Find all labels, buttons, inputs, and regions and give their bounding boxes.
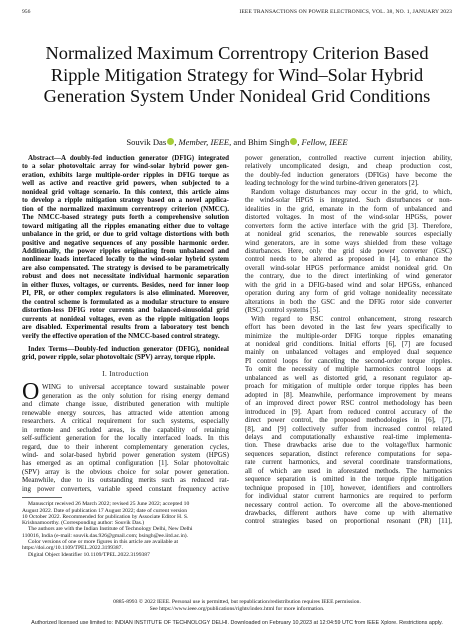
abstract-line: nonlinear loads interfaced locally to the wind-solar hybrid system: [22, 255, 229, 264]
right-column: [245, 154, 452, 526]
body-line: rate current harmonics, and several coordinate transformations,: [245, 458, 452, 467]
index-terms-line: Index Terms—Doubly-fed induction generator (DFIG), nonideal: [28, 344, 229, 353]
body-line: operation during any form of grid voltage nonideality necessitate: [245, 289, 452, 298]
body-line: To omit the necessity of multiple harmonics control loops at: [245, 365, 452, 374]
abstract-line: eration, exhibits large multiple-order ripples in DFIG torque as: [22, 170, 229, 179]
body-line: delays and computationally exhaustive real-time implementa-: [245, 432, 452, 441]
footnote-divider: [22, 497, 62, 498]
index-terms-line: grid, power ripple, solar photovoltaic (SPV) array, torque ripple.: [22, 353, 216, 362]
body-line: idealities in the grid, emanate in the form of unbalanced and: [245, 204, 452, 213]
abstract-line: unbalance in the grid, or due to grid voltage distortions with both: [22, 230, 229, 239]
abstract-line: the control scheme is formulated as a modular structure to ensure: [22, 297, 229, 306]
footnote-line: 10 October 2022. Recommended for publication by Associate Editor H. S.: [22, 513, 189, 520]
body-line: proach for mitigation of multiple order torque ripples has been: [245, 382, 452, 391]
body-line: disturbances. Here, only the grid side power converter (GSC): [245, 246, 452, 255]
footnote-line: Color versions of one or more figures in this article are available at: [28, 539, 179, 545]
body-line: wind generators, are in some ways shielded from these voltage: [245, 238, 452, 247]
intro-line: and climate change issue, distributed generation with multiple: [22, 400, 229, 409]
body-line: Random voltage disturbances may occur in the grid, to which,: [251, 187, 452, 196]
abstract-line: tion of the normalized maximum correntropy criterion (NMCC).: [22, 204, 229, 213]
copyright-notice: 0885-8993 © 2022 IEEE. Personal use is permitted, but republication/redistribution requires IEEE permission.: [113, 599, 361, 605]
abstract-line: robust and does not necessitate individual harmonic separation: [22, 272, 229, 281]
abstract-line: currents at nonideal voltages, even as the ripple mitigation loops: [22, 314, 229, 323]
body-line: (RSC) control systems [5].: [245, 306, 321, 315]
left-column: [22, 154, 229, 558]
abstract-line: distortion-less DFIG rotor currents and balanced-sinusoidal grid: [22, 306, 229, 315]
license-notice: Authorized licensed use limited to: INDIAN INSTITUTE OF TECHNOLOGY DELHI. Downloaded on February 10,2023 at 12:04:59 UTC from IEEE Xplore. Restrictions apply.: [31, 620, 443, 626]
body-line: the contrary, due to the direct interlinking of wind generator: [245, 272, 452, 281]
body-line: tion. These drawbacks arise due to the voltage/flux harmonic: [245, 441, 452, 450]
body-line: control strategies based on proportional resonant (PR) [11],: [245, 517, 452, 526]
intro-line: Meanwhile, due to its outstanding merits such as reduced rat-: [22, 476, 229, 485]
body-line: of an improved direct power RSC control methodology has been: [245, 399, 452, 408]
abstract-line: are also compensated. The strategy is devised to be parametrically: [22, 263, 229, 272]
body-line: mainly on unbalanced voltages and employed dual sequence: [245, 348, 452, 357]
intro-line: wind- and solar-based hybrid power generation system (HPGS): [22, 450, 229, 459]
abstract-line: The NMCC-based strategy puts forth a comprehensive solution: [22, 213, 229, 222]
abstract-line: to develop a ripple mitigation strategy based on a novel applica-: [22, 196, 229, 205]
index-terms: [22, 345, 229, 362]
drop-cap: O: [22, 379, 40, 406]
author-role: , Fellow, IEEE: [297, 137, 348, 147]
body-line: [8], and [9] collectively suffer from increased control related: [245, 424, 452, 433]
body-line: for individual stator current harmonics are required to perform: [245, 492, 452, 501]
footnote-line: Digital Object Identifier 10.1109/TPEL.2022.3199387: [28, 551, 150, 558]
body-line: sequence separation is omitted in the torque ripple mitigation: [245, 475, 452, 484]
body-line: necessary control action. To overcome all the above-mentioned: [245, 500, 452, 509]
abstract-line: toward mitigating all the ripples emanating either due to voltage: [22, 221, 229, 230]
footnote: [22, 501, 229, 558]
body-line: adopted in [8]. Meanwhile, performance improvement by means: [245, 390, 452, 399]
intro-line: (SPV) array is the obvious choice for solar power generation.: [22, 467, 229, 476]
abstract: [22, 154, 229, 340]
body-line: overall wind-solar HPGS performance amidst nonideal grid. On: [245, 263, 452, 272]
author-name: Souvik Das: [126, 137, 167, 147]
body-line: with the grid in a DFIG-based wind and solar HPGSs, enhanced: [245, 280, 452, 289]
footnote-line: https://doi.org/10.1109/TPEL.2022.3199387.: [22, 545, 123, 552]
footnote-line: The authors are with the Indian Institute of Technology Delhi, New Delhi: [28, 526, 193, 533]
body-line: control needs to be altered as proposed in [4], to enhance the: [245, 255, 452, 264]
running-head: IEEE TRANSACTIONS ON POWER ELECTRONICS, VOL. 38, NO. 1, JANUARY 2023: [239, 9, 452, 15]
page-number: 956: [22, 9, 31, 15]
footnote-line: August 2022. Date of publication 17 August 2022; date of current version: [22, 507, 187, 514]
author-line: [22, 137, 452, 147]
body-line: drawbacks, different authors have come up with alternative: [245, 509, 452, 518]
body-line: the doubly-fed induction generators (DFIGs) have become the: [245, 170, 452, 179]
intro-line: ing power converters, variable speed constant frequency active: [22, 484, 229, 493]
abstract-line: positive and negative sequences of any possible harmonic order.: [22, 238, 229, 247]
intro-line: regard, due to their inherent complementary generation cycles,: [22, 442, 229, 451]
body-line: converters form the active interface with the grid [3]. Therefore,: [245, 221, 452, 230]
body-line: relatively uncomplicated design, and cheap production cost,: [245, 162, 452, 171]
body-line: leading technology for the wind turbine-driven generators [2].: [245, 179, 419, 188]
body-line: unbalanced as well as distorted grid, a resonant regulator ap-: [245, 373, 452, 382]
intro-line: in remote and secluded areas, is the capability of retaining: [22, 425, 229, 434]
abstract-line: to a solar photovoltaic array for wind-solar hybrid power gen-: [22, 162, 229, 171]
intro-line: self-sufficient generation for the locally interfaced loads. In this: [22, 434, 229, 443]
intro-line: has emerged as an optimal configuration [1]. Solar photovoltaic: [22, 459, 229, 468]
rights-link[interactable]: See https://www.ieee.org/publications/rights/index.html for more information.: [149, 606, 325, 612]
body-line: technique proposed in [10], however, identifiers and controllers: [245, 483, 452, 492]
body-line: distorted voltages. In most of the wind-solar HPGSs, power: [245, 213, 452, 222]
abstract-line: PI, PR, or other complex regulators is also eliminated. Moreover,: [22, 289, 229, 298]
body-line: PI control loops for canceling the second-order torque ripples.: [245, 356, 452, 365]
abstract-line: Abstract—A doubly-fed induction generator (DFIG) integrated: [28, 154, 229, 162]
body-line: introduced in [9]. Apart from reduced control accuracy of the: [245, 407, 452, 416]
body-line: power generation, controlled reactive current injection ability,: [245, 154, 452, 162]
body-line: minimize the multiple-order DFIG torque ripples emanating: [245, 331, 452, 340]
abstract-line: are disabled. Experimental results from a laboratory test bench: [22, 323, 229, 332]
abstract-line: verify the effective operation of the NMCC-based control strategy.: [22, 331, 220, 340]
body-line: the wind-solar HPGS is integrated. Such disturbances or non-: [245, 196, 452, 205]
abstract-line: Additionally, the power ripples originating from unbalanced and: [22, 246, 229, 255]
body-line: direct power control, the proposed methodologies in [6], [7],: [245, 416, 452, 425]
intro-line: researchers. A critical requirement for such systems, especially: [22, 417, 229, 426]
footnote-line: Krishnamoorthy. (Corresponding author: Souvik Das.): [22, 520, 145, 527]
paper-title: [22, 43, 452, 108]
author-name: and Bhim Singh: [231, 137, 290, 147]
body-line: all of which are used in aforestated methods. The harmonics: [245, 466, 452, 475]
title-line: Normalized Maximum Correntropy Criterion Based: [45, 43, 429, 63]
body-line: alterations in both the GSC and the DFIG rotor side converter: [245, 297, 452, 306]
intro-line: generation as the only solution for rising energy demand: [42, 391, 229, 400]
intro-line: renewable energy sources, has attracted wide attention among: [22, 408, 229, 417]
body-line: at nonideal grid scenarios, the renewable sources especially: [245, 230, 452, 239]
abstract-line: in either fluxes, voltages, or currents. Besides, need for inner loop: [22, 280, 229, 289]
author-role: , Member, IEEE,: [174, 137, 232, 147]
title-line: Generation System Under Nonideal Grid Conditions: [43, 86, 431, 106]
abstract-line: nonideal grid voltage scenario. In this context, this article aims: [22, 187, 229, 196]
body-line: effort has been devoted in the last few years specifically to: [245, 323, 452, 332]
body-line: With regard to RSC control enhancement, strong research: [251, 314, 452, 323]
abstract-line: well as active and reactive grid powers, when subjected to a: [22, 179, 229, 188]
intro-line: WING to universal acceptance toward sustainable power: [42, 383, 229, 392]
footnote-line: 110016, India (e-mail: souvik.das.926@gmail.com; bsingh@ee.iitd.ac.in).: [22, 532, 189, 539]
body-line: sequences separation, distinct reference computations for sepa-: [245, 449, 452, 458]
section-heading: I. Introduction: [102, 369, 149, 378]
footnote-line: Manuscript received 26 March 2022; revised 25 June 2022; accepted 10: [28, 501, 190, 508]
title-line: Ripple Mitigation Strategy for Wind–Solar Hybrid: [50, 64, 424, 85]
introduction-text: [22, 379, 229, 493]
body-line: at nonideal grid conditions. Initial efforts [6], [7] are focused: [245, 339, 452, 348]
